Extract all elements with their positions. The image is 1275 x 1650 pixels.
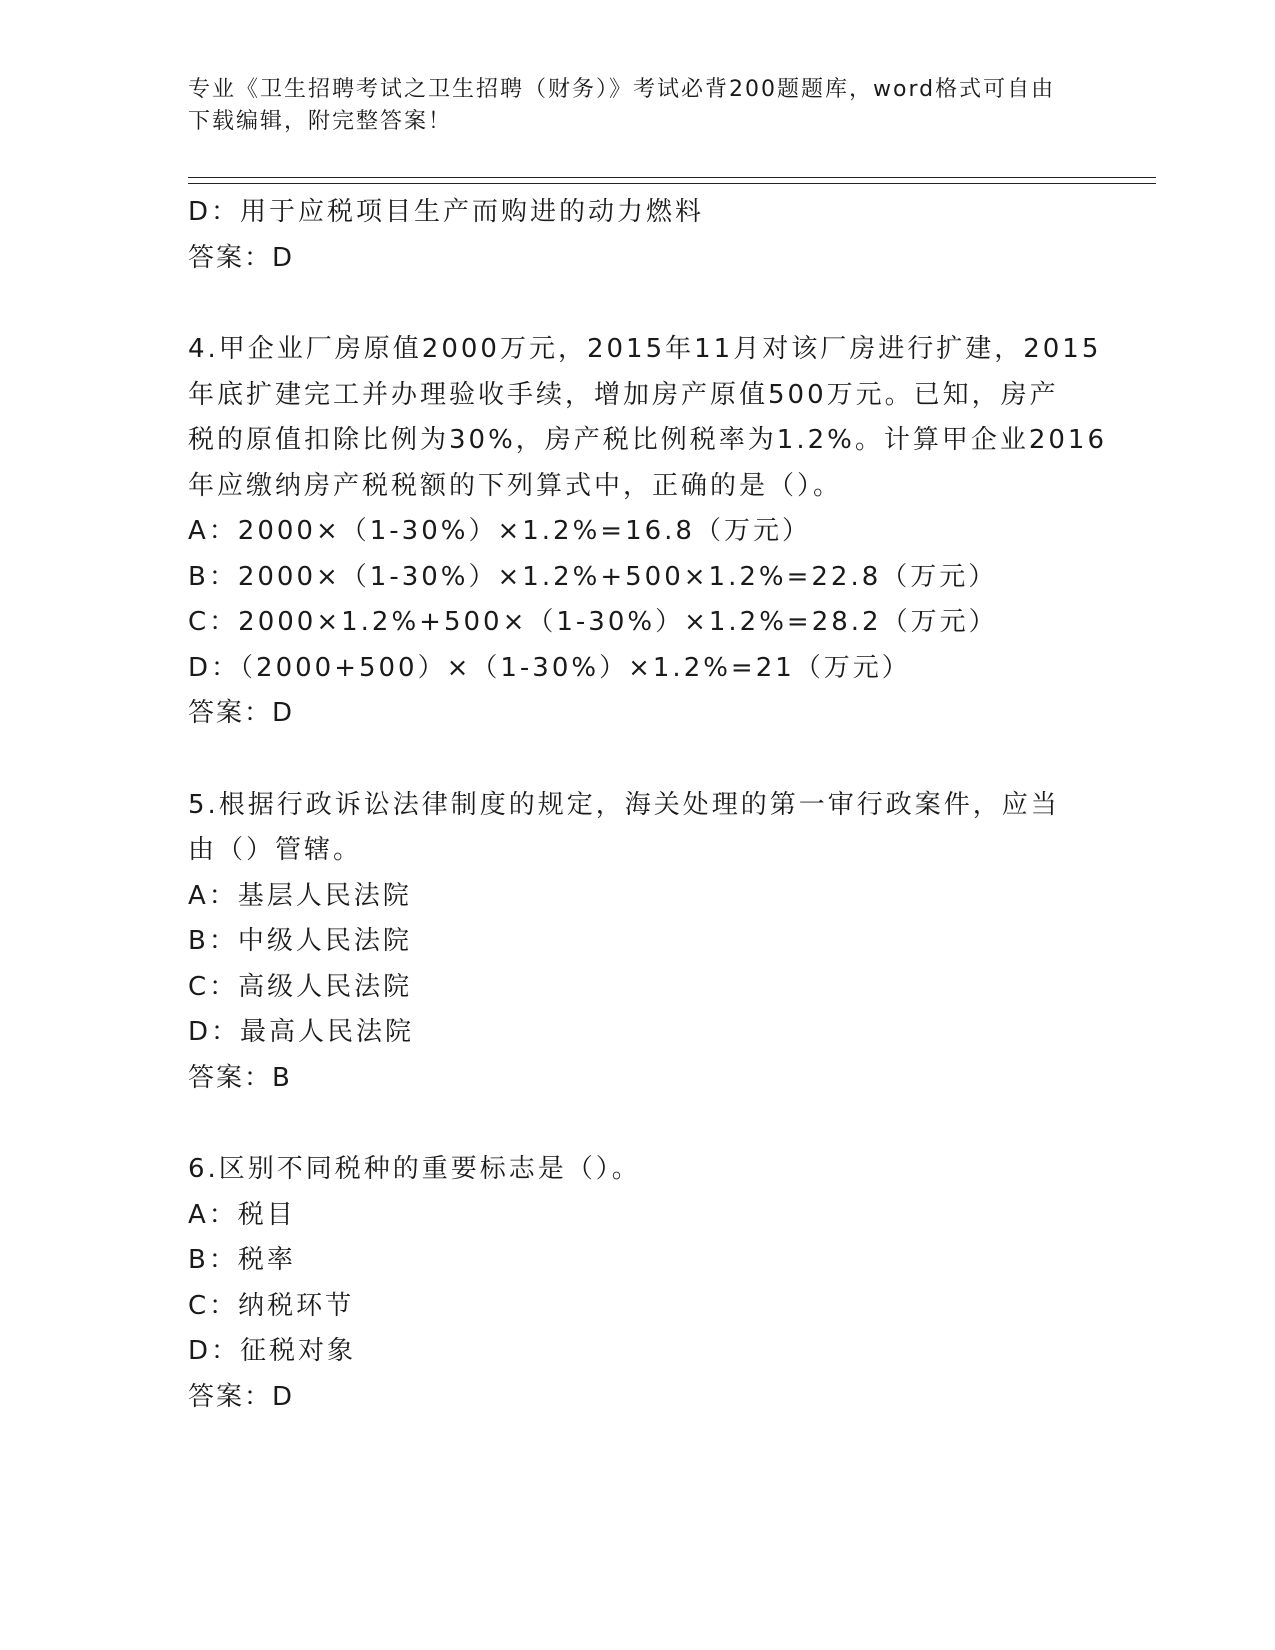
header-divider-top (188, 177, 1156, 178)
answer: 答案：D (188, 1381, 295, 1412)
option-d: D：（2000+500）×（1-30%）×1.2%=21（万元） (188, 652, 911, 683)
document-header: 专业《卫生招聘考试之卫生招聘（财务）》考试必背200题题库，word格式可自由下载编辑，附完整答案！ (188, 77, 1056, 134)
option-c: C：纳税环节 (188, 1290, 355, 1321)
header-divider-bottom (188, 183, 1156, 184)
question-text-line: 税的原值扣除比例为30%，房产税比例税率为1.2%。计算甲企业2016 (188, 425, 1108, 455)
spacer (188, 1101, 1088, 1147)
question-text-line: 年应缴纳房产税税额的下列算式中，正确的是（）。 (188, 470, 843, 501)
question-text-line: 5.根据行政诉讼法律制度的规定，海关处理的第一审行政案件，应当 (188, 789, 1060, 820)
question-content (188, 190, 1108, 1420)
question-5 (188, 783, 1088, 1102)
option-b: B：中级人民法院 (188, 926, 412, 956)
question-text-line: 由（）管辖。 (188, 835, 363, 865)
spacer (188, 281, 1088, 327)
option-c: C：高级人民法院 (188, 971, 413, 1002)
option-b: B：税率 (188, 1245, 296, 1275)
option-a: A：2000×（1-30%）×1.2%=16.8（万元） (188, 516, 811, 546)
question-4 (188, 327, 1108, 737)
option-d: D：征税对象 (188, 1336, 357, 1366)
question-text-line: 4.甲企业厂房原值2000万元，2015年11月对该厂房进行扩建，2015 (188, 334, 1102, 364)
answer: 答案：B (188, 1062, 292, 1093)
answer: 答案：D (188, 698, 295, 728)
question-6 (188, 1147, 1088, 1420)
answer: 答案：D (188, 242, 295, 273)
option-d: D：最高人民法院 (188, 1017, 415, 1047)
question-text-line: 年底扩建完工并办理验收手续，增加房产原值500万元。已知，房产 (188, 379, 1059, 410)
option-a: A：基层人民法院 (188, 880, 412, 911)
spacer (188, 737, 1088, 783)
option-b: B：2000×（1-30%）×1.2%+500×1.2%=22.8（万元） (188, 561, 998, 592)
option-c: C：2000×1.2%+500×（1-30%）×1.2%=28.2（万元） (188, 607, 998, 637)
question-text-line: 6.区别不同税种的重要标志是（）。 (188, 1154, 641, 1184)
option-d: D：用于应税项目生产而购进的动力燃料 (188, 197, 705, 227)
option-a: A：税目 (188, 1199, 296, 1230)
